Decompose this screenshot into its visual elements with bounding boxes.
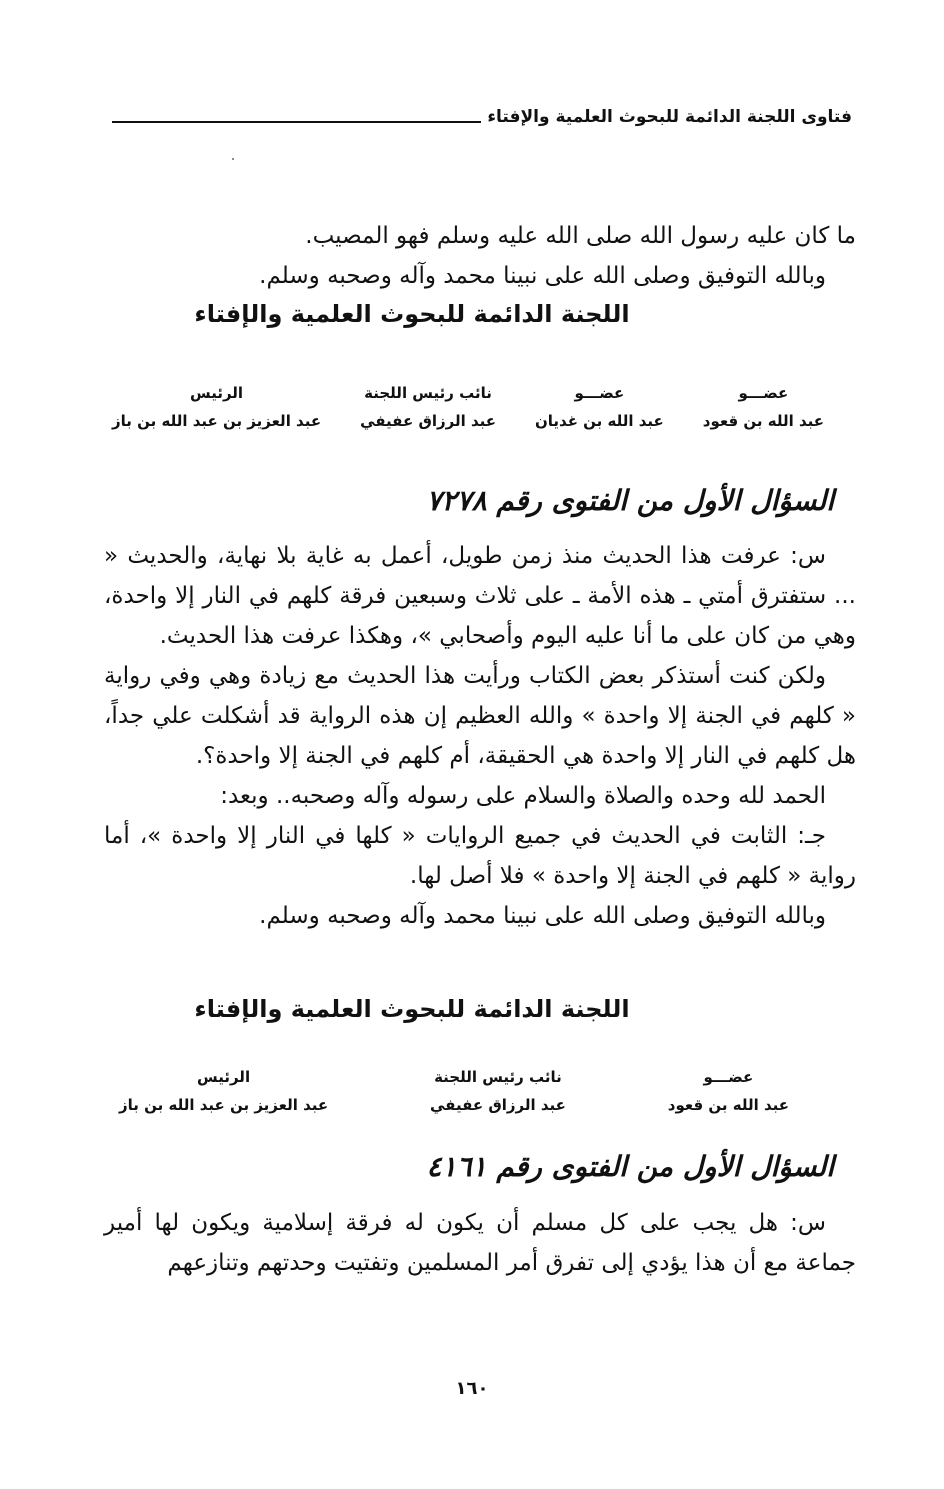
fatwa1-answer: جـ: الثابت في الحديث في جميع الروايات « كلها في النار إلا واحدة »، أما رواية « كلهم في الجنة إلا واحدة » فلا أصل لها.	[104, 823, 856, 889]
signatory	[119, 1064, 328, 1120]
signatory-role: الرئيس	[197, 1068, 251, 1086]
signatory-name: عبد الله بن غديان	[534, 412, 664, 430]
signatory-name: عبد الرزاق عفيفي	[429, 1096, 566, 1114]
fatwa1-answer-intro: الحمد لله وحده والصلاة والسلام على رسوله وآله وصحبه.. وبعد:	[220, 783, 826, 809]
signatory-role: عضـــو	[738, 384, 789, 402]
header-rule	[112, 121, 481, 123]
fatwa1-closing: وبالله التوفيق وصلى الله على نبينا محمد وآله وصحبه وسلم.	[259, 903, 826, 929]
page-number: ١٦٠	[455, 1378, 489, 1399]
running-header-title: فتاوى اللجنة الدائمة للبحوث العلمية والإفتاء	[487, 107, 852, 127]
signatory-role: عضـــو	[703, 1068, 754, 1086]
signatory-name: عبد العزيز بن عبد الله بن باز	[112, 412, 322, 430]
section1-line2: وبالله التوفيق وصلى الله على نبينا محمد وآله وصحبه وسلم.	[259, 263, 826, 289]
signatory-name: عبد العزيز بن عبد الله بن باز	[119, 1096, 329, 1114]
fatwa2-question: س: هل يجب على كل مسلم أن يكون له فرقة إسلامية ويكون لها أمير جماعة مع أن هذا يؤدي إلى تفرق أمر المسلمين وتفتيت وحدتهم وتنازعهم	[104, 1210, 856, 1276]
fatwa2-heading: السؤال الأول من الفتوى رقم ٤١٦١	[426, 1150, 834, 1183]
signatory-name: عبد الله بن قعود	[667, 1096, 789, 1114]
signatory	[703, 380, 824, 436]
fatwa1-committee-title: اللجنة الدائمة للبحوث العلمية والإفتاء	[194, 995, 630, 1023]
signatory-role: عضـــو	[574, 384, 625, 402]
signatory-role: الرئيس	[190, 384, 244, 402]
section1-line1: ما كان عليه رسول الله صلى الله عليه وسلم فهو المصيب.	[305, 223, 856, 249]
fatwa1-heading: السؤال الأول من الفتوى رقم ٧٢٧٨	[426, 484, 834, 517]
signatory-role: نائب رئيس اللجنة	[434, 1068, 562, 1086]
signatory	[668, 1064, 789, 1120]
running-header	[112, 100, 852, 134]
section1-committee-title: اللجنة الدائمة للبحوث العلمية والإفتاء	[194, 300, 630, 328]
section1-signatories	[112, 380, 824, 436]
signatory-name: عبد الله بن قعود	[702, 412, 824, 430]
signatory	[535, 380, 664, 436]
signatory	[112, 380, 321, 436]
fatwa1-text	[104, 536, 856, 936]
section1-text	[104, 216, 856, 296]
scan-speck	[232, 158, 234, 160]
signatory	[360, 380, 496, 436]
signatory	[430, 1064, 566, 1120]
fatwa1-question-p1: س: عرفت هذا الحديث منذ زمن طويل، أعمل به غاية بلا نهاية، والحديث « ... ستفترق أمتي ـ هذه الأمة ـ على ثلاث وسبعين فرقة كلهم في النار إلا واحدة، وهي من كان على ما أنا عليه اليوم وأصحابي »، وهكذا عرفت هذا الحديث.	[104, 543, 856, 649]
signatory-name: عبد الرزاق عفيفي	[360, 412, 496, 430]
signatory-role: نائب رئيس اللجنة	[364, 384, 492, 402]
fatwa2-text	[104, 1203, 856, 1283]
fatwa1-question-p2: ولكن كنت أستذكر بعض الكتاب ورأيت هذا الحديث مع زيادة وهي وفي رواية « كلهم في الجنة إلا واحدة » والله العظيم إن هذه الرواية قد أشكلت علي جداً، هل كلهم في النار إلا واحدة هي الحقيقة، أم كلهم في الجنة إلا واحدة؟.	[104, 663, 856, 769]
fatwa1-signatories	[119, 1064, 789, 1120]
